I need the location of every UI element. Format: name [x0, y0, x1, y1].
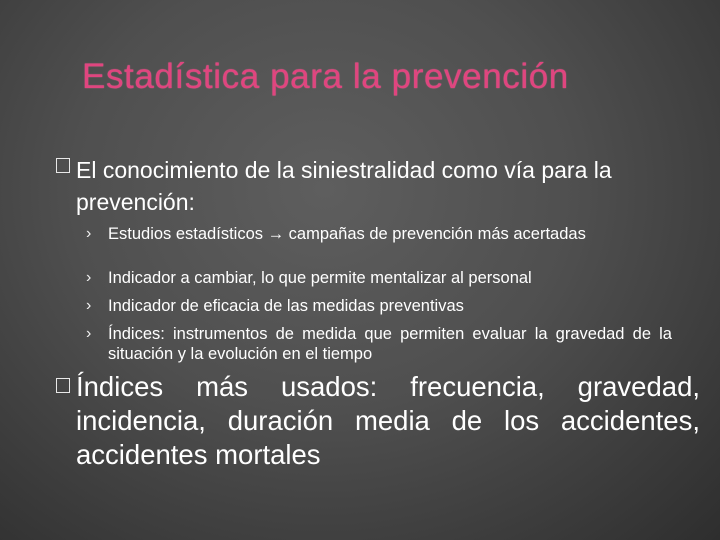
sub-item-text: Estudios estadísticos → campañas de prevención más acertadas	[108, 225, 586, 243]
bullet-text: Índices más usados: frecuencia, gravedad, incidencia, duración media de los accidentes, accidentes mortales	[76, 371, 700, 470]
chevron-right-icon: ›	[86, 297, 92, 314]
square-bullet-icon	[56, 158, 70, 173]
sub-item-text: Índices: instrumentos de medida que permiten evaluar la gravedad de la situación y la evolución en el tiempo	[108, 325, 672, 363]
chevron-right-icon: ›	[86, 325, 92, 342]
bullet-text: El conocimiento de la siniestralidad como vía para la prevención:	[76, 157, 612, 215]
square-bullet-icon	[56, 378, 70, 393]
sub-item-text: Indicador a cambiar, lo que permite mentalizar al personal	[108, 269, 532, 287]
chevron-right-icon: ›	[86, 269, 92, 286]
sub-item-text: Indicador de eficacia de las medidas preventivas	[108, 297, 464, 315]
slide-title: Estadística para la prevención	[82, 57, 569, 96]
chevron-right-icon: ›	[86, 225, 92, 242]
